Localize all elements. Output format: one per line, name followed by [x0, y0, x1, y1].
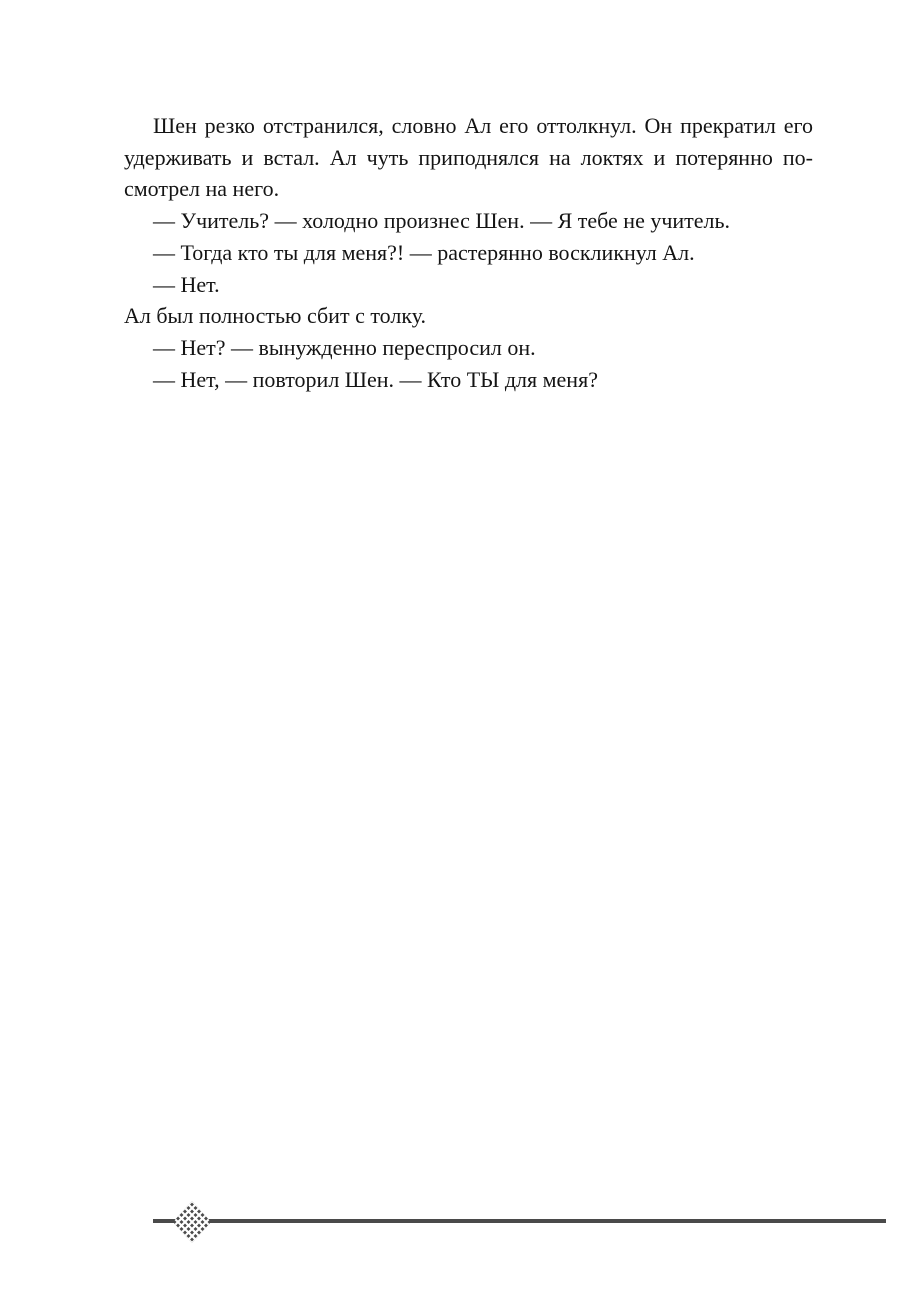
dialogue-line: — Тогда кто ты для меня?! — растерянно воскликнул Ал. [153, 239, 695, 265]
dialogue-line: — Учитель? — холодно произнес Шен. — Я тебе не учитель. [153, 208, 731, 234]
paragraph-line: Шен резко отстранился, словно Ал его оттолкнул. Он прекратил его [153, 113, 813, 138]
divider-rule [153, 1219, 886, 1223]
paragraph-line: смотрел на него. [124, 176, 280, 202]
dialogue-line: — Нет. [153, 271, 220, 297]
dialogue-line: — Нет? — вынужденно переспросил он. [153, 334, 536, 360]
text-block [124, 110, 813, 395]
paragraph-line: удерживать и встал. Ал чуть приподнялся на локтях и потерянно по- [124, 144, 813, 170]
narration-line: Ал был полностью сбит с толку. [124, 303, 427, 329]
endless-knot-icon [171, 1200, 213, 1244]
dialogue-line: — Нет, — повторил Шен. — Кто ТЫ для меня? [153, 366, 598, 392]
